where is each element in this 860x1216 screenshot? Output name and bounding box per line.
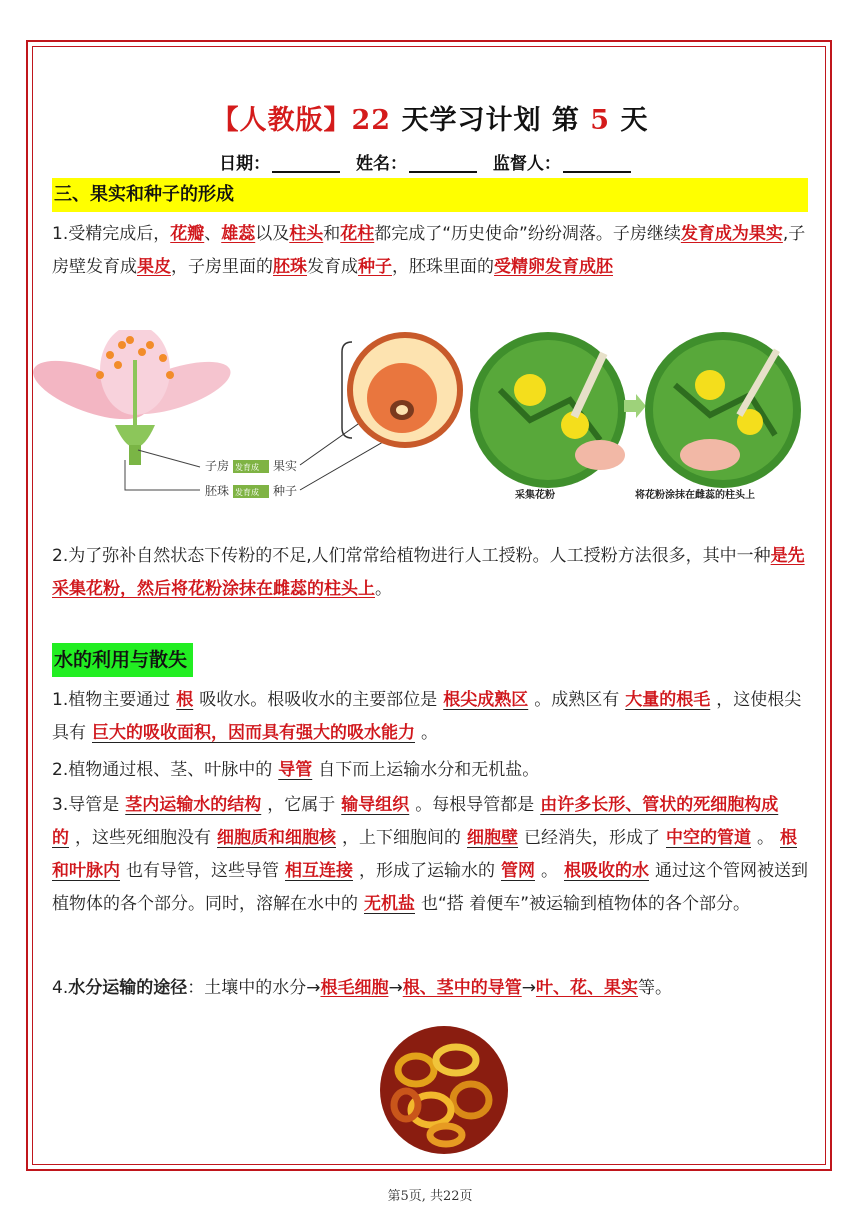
answer-ovule: 胚珠 bbox=[273, 257, 307, 277]
answer-pericarp: 果皮 bbox=[137, 257, 171, 277]
section-heading-fruit-seed bbox=[52, 178, 808, 212]
fruit-cross-section bbox=[350, 335, 460, 445]
answer-embryo: 受精卵发育成胚 bbox=[494, 257, 613, 277]
answer-cell-wall: 细胞壁 bbox=[467, 828, 518, 848]
answer-network: 管网 bbox=[501, 861, 535, 881]
name-label: 姓名： bbox=[356, 154, 407, 174]
svg-text:发育成: 发育成 bbox=[235, 463, 259, 472]
supervisor-label: 监督人： bbox=[492, 154, 561, 174]
title-plan: 天学习计划 第 bbox=[391, 105, 591, 136]
answer-leaf-flower-fruit: 叶、花、果实 bbox=[535, 978, 638, 998]
title-days: 22 bbox=[351, 105, 392, 136]
answer-root-stem-vessel: 根、茎中的导管 bbox=[402, 978, 522, 998]
svg-text:种子: 种子 bbox=[273, 484, 298, 498]
answer-mature-zone: 根尖成熟区 bbox=[443, 690, 529, 710]
answer-absorbed-water: 根吸收的水 bbox=[564, 861, 649, 881]
title-edition: 【人教版】 bbox=[211, 105, 352, 136]
answer-interconnect: 相互连接 bbox=[285, 861, 353, 881]
answer-root: 根 bbox=[176, 690, 194, 710]
svg-text:胚珠: 胚珠 bbox=[205, 484, 230, 498]
answer-vessel-structure: 茎内运输水的结构 bbox=[125, 795, 262, 815]
water-paragraph-3: 3.导管是 茎内运输水的结构 ，它属于 输导组织 。每根导管都是 由许多长形、管状的死细胞构成的 ，这些死细胞没有 细胞质和细胞核 ，上下细胞间的 细胞壁 已经消失，形成了 中空的管道 。 根和叶脉内 也有导管，这些导管 相互连接 ，形成了运输水的 管网 。 根吸收的水 通过这个管网被送到植物体的各个部分。同时，溶解在水中的 无机盐 也“搭 着便车”被运输到植物体的各个部分。 bbox=[52, 795, 808, 914]
arrow-icon bbox=[624, 394, 646, 418]
answer-hollow-tube: 中空的管道 bbox=[666, 828, 751, 848]
answer-cytoplasm-nucleus: 细胞质和细胞核 bbox=[217, 828, 336, 848]
svg-text:将花粉涂抹在雌蕊的柱头上: 将花粉涂抹在雌蕊的柱头上 bbox=[635, 490, 755, 501]
answer-root-hair-cell: 根毛细胞 bbox=[320, 978, 389, 998]
figure-flower-fruit-pollination bbox=[30, 330, 810, 510]
answer-stigma: 柱头 bbox=[289, 224, 324, 244]
meta-line bbox=[0, 149, 860, 174]
section-heading-water-text: 水的利用与散失 bbox=[54, 649, 188, 671]
svg-text:采集花粉: 采集花粉 bbox=[515, 490, 555, 501]
page-title bbox=[0, 98, 860, 137]
answer-vessel: 导管 bbox=[278, 760, 313, 780]
section-heading-text: 三、果实和种子的形成 bbox=[54, 184, 234, 205]
water-paragraph-2: 2.植物通过根、茎、叶脉中的 导管 自下而上运输水分和无机盐。 bbox=[52, 760, 540, 780]
svg-text:果实: 果实 bbox=[273, 459, 298, 473]
answer-seed: 种子 bbox=[358, 257, 392, 277]
answer-fruit: 发育成为果实 bbox=[680, 224, 783, 244]
section-heading-water bbox=[52, 643, 193, 677]
name-blank[interactable] bbox=[409, 155, 477, 173]
answer-root-leaf-vein: 根和叶脉内 bbox=[52, 828, 797, 881]
water-paragraph-1: 1.植物主要通过 根 吸收水。根吸收水的主要部位是 根尖成熟区 。成熟区有 大量的根毛 ，这使根尖具有 巨大的吸收面积，因而具有强大的吸水能力 。 bbox=[52, 690, 802, 743]
date-label: 日期： bbox=[219, 154, 271, 174]
answer-petals: 花瓣 bbox=[170, 224, 205, 244]
title-day-number: 5 bbox=[590, 105, 611, 136]
svg-text:发育成: 发育成 bbox=[235, 488, 259, 497]
paragraph-1: 1.受精完成后，花瓣、雄蕊以及柱头和花柱都完成了“历史使命”纷纷凋落。子房继续发育成为果实,子房壁发育成果皮，子房里面的胚珠发育成种子，胚珠里面的受精卵发育成胚 bbox=[52, 224, 806, 277]
answer-inorganic-salt: 无机盐 bbox=[364, 894, 415, 914]
water-paragraph-4: 4.水分运输的途径：土壤中的水分→根毛细胞→根、茎中的导管→叶、花、果实等。 bbox=[52, 978, 672, 998]
answer-style: 花柱 bbox=[340, 224, 375, 244]
answer-dead-cells: 由许多长形、管状的死细胞构成的 bbox=[52, 795, 779, 848]
pollen-collect-photo bbox=[470, 332, 626, 501]
water-path-label: 水分运输的途径 bbox=[68, 978, 188, 998]
supervisor-blank[interactable] bbox=[563, 155, 631, 173]
svg-text:子房: 子房 bbox=[205, 459, 230, 473]
answer-stamen: 雄蕊 bbox=[221, 224, 256, 244]
figure-illustration bbox=[30, 330, 810, 510]
paragraph-2: 2.为了弥补自然状态下传粉的不足,人们常常给植物进行人工授粉。人工授粉方法很多，其中一种是先采集花粉，然后将花粉涂抹在雌蕊的柱头上。 bbox=[52, 546, 805, 599]
answer-root-hairs: 大量的根毛 bbox=[625, 690, 711, 710]
answer-conducting-tissue: 输导组织 bbox=[341, 795, 410, 815]
vessel-microscope-image bbox=[376, 1025, 512, 1155]
title-day-suffix: 天 bbox=[610, 105, 649, 136]
page-footer: 第5页, 共22页 bbox=[387, 1189, 473, 1204]
answer-artificial-pollination: 是先采集花粉，然后将花粉涂抹在雌蕊的柱头上 bbox=[52, 546, 805, 599]
date-blank[interactable] bbox=[272, 155, 340, 173]
pollen-apply-photo bbox=[635, 332, 801, 501]
answer-absorption-area: 巨大的吸收面积，因而具有强大的吸水能力 bbox=[92, 723, 415, 743]
